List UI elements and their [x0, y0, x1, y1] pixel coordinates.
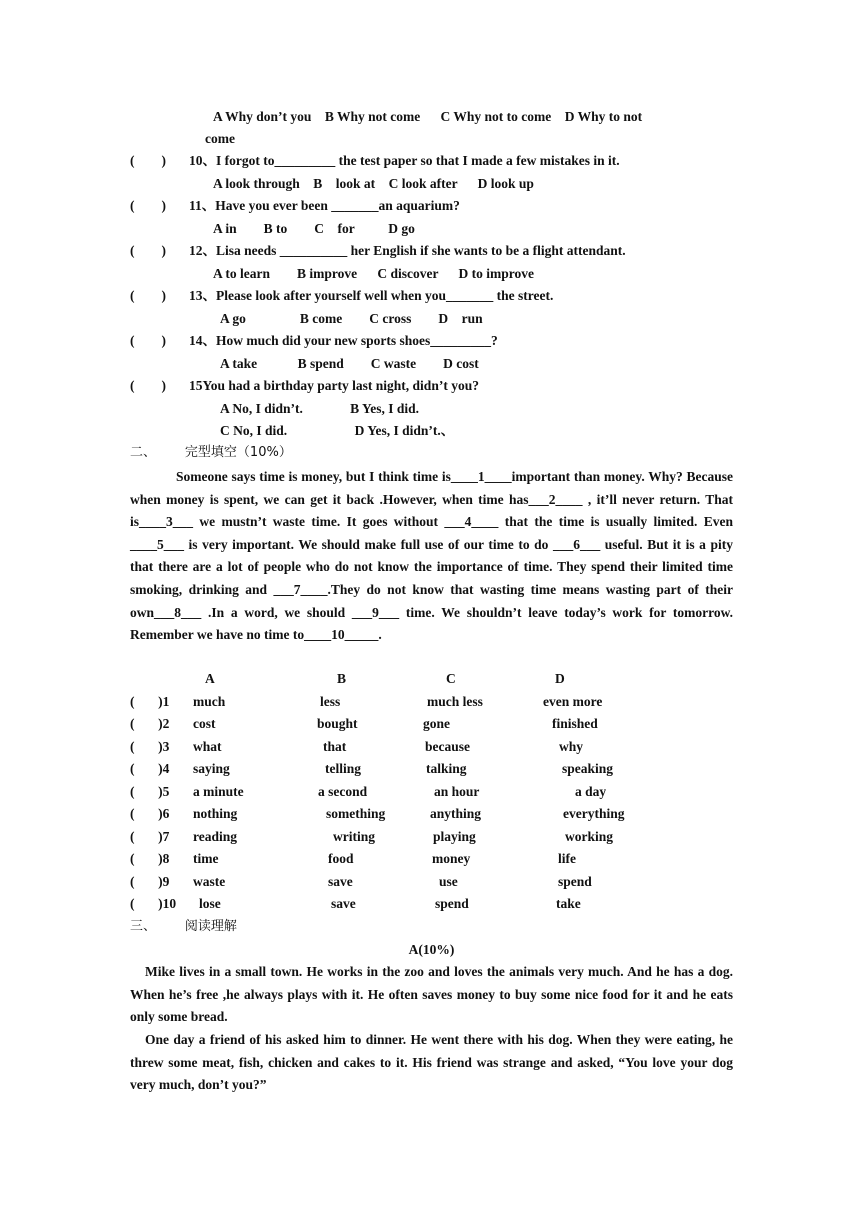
option-b: writing [333, 829, 375, 844]
option-c: money [432, 851, 471, 866]
passage-a-paragraph-1: Mike lives in a small town. He works in the zoo and loves the animals very much. And he has a dog. When he’s free ,he always plays with it. He often saves money to buy some nice food for it and he eats only some bread. [130, 964, 733, 1025]
option-c: much less [427, 694, 483, 709]
q14-options: A take B spend C waste D cost [220, 356, 479, 371]
cloze-passage: Someone says time is money, but I think time is____1____important than money. Why? Because when money is spent, we can get it back .However, when time has___2____ , it’ll never return. That is____3___ we mustn’t waste time. It goes without ___4____ that the time is usually limited. Even ____5___ is very important. We should make full use of our time to do ___6___ useful. But it is a pity that there are a lot of people who do not know the importance of time. They spend their limited time smoking, drinking and ___7____.They do not know that wasting time means wasting part of their own___8___ .In a word, we should ___9___ time. We shouldn’t leave today’s work for tomorrow. Remember we have no time to____10_____. [130, 469, 733, 643]
q12-stem: 12、Lisa needs __________ her English if she wants to be a flight attendant. [189, 243, 626, 258]
option-c: because [425, 739, 470, 754]
section2-heading: 二、 完型填空（10%） [130, 445, 292, 460]
option-a: nothing [193, 806, 238, 821]
option-b: food [328, 851, 354, 866]
option-d: spend [558, 874, 592, 889]
option-b: save [328, 874, 353, 889]
option-c: talking [426, 761, 467, 776]
q12-answer-paren: ( ) [130, 243, 166, 258]
table-row-num: ( )6 [130, 806, 170, 821]
q12-options: A to learn B improve C discover D to improve [213, 266, 534, 281]
option-a: lose [199, 896, 221, 911]
option-b: a second [318, 784, 368, 799]
option-c: playing [433, 829, 476, 844]
q11-answer-paren: ( ) [130, 198, 166, 213]
table-row-num: ( )4 [130, 761, 170, 776]
option-b: that [323, 739, 347, 754]
option-d: finished [552, 716, 598, 731]
table-row-num: ( )9 [130, 874, 170, 889]
option-b: bought [317, 716, 358, 731]
option-d: even more [543, 694, 603, 709]
table-row-num: ( )8 [130, 851, 170, 866]
q10-answer-paren: ( ) [130, 153, 166, 168]
option-d: speaking [562, 761, 614, 776]
q9-options: A Why don’t you B Why not come C Why not to come D Why to not [213, 109, 643, 124]
option-b: save [331, 896, 356, 911]
table-row-num: ( )2 [130, 716, 170, 731]
section3-heading: 三、 阅读理解 [130, 919, 237, 934]
option-a: waste [193, 874, 226, 889]
table-row-num: ( )10 [130, 896, 177, 911]
option-a: a minute [193, 784, 244, 799]
table-row-num: ( )3 [130, 739, 170, 754]
passage-a-title: A(10%) [408, 942, 455, 957]
option-d: take [556, 896, 581, 911]
passage-a-paragraph-2: One day a friend of his asked him to dinner. He went there with his dog. When they were eating, he threw some meat, fish, chicken and cakes to it. His friend was strange and asked, “You love your dog very much, don’t you?” [130, 1032, 733, 1093]
option-b: telling [325, 761, 361, 776]
option-c: anything [430, 806, 482, 821]
option-b: something [326, 806, 386, 821]
option-a: cost [193, 716, 216, 731]
option-c: gone [423, 716, 450, 731]
q11-options: A in B to C for D go [213, 221, 415, 236]
q9-options-wrap: come [205, 131, 235, 146]
q13-stem: 13、Please look after yourself well when you_______ the street. [189, 288, 554, 303]
option-d: a day [575, 784, 607, 799]
option-a: saying [193, 761, 230, 776]
option-d: life [558, 851, 576, 866]
q15-options-line1: A No, I didn’t. B Yes, I did. [220, 401, 420, 416]
table-row-num: ( )7 [130, 829, 170, 844]
q11-stem: 11、Have you ever been _______an aquarium? [189, 198, 460, 213]
option-a: much [193, 694, 226, 709]
option-a: reading [193, 829, 238, 844]
option-b: less [320, 694, 341, 709]
q10-stem: 10、I forgot to_________ the test paper so that I made a few mistakes in it. [189, 153, 620, 168]
q14-answer-paren: ( ) [130, 333, 166, 348]
option-c: use [439, 874, 458, 889]
col-header-a: A [205, 671, 215, 686]
option-d: why [559, 739, 584, 754]
col-header-d: D [555, 671, 565, 686]
col-header-c: C [446, 671, 456, 686]
q15-answer-paren: ( ) [130, 378, 166, 393]
col-header-b: B [337, 671, 347, 686]
option-d: everything [563, 806, 625, 821]
q13-answer-paren: ( ) [130, 288, 166, 303]
table-row-num: ( )1 [130, 694, 170, 709]
option-c: spend [435, 896, 469, 911]
option-d: working [565, 829, 614, 844]
option-a: what [193, 739, 222, 754]
q15-stem: 15You had a birthday party last night, didn’t you? [189, 378, 479, 393]
q10-options: A look through B look at C look after D look up [213, 176, 534, 191]
option-c: an hour [434, 784, 480, 799]
q13-options: A go B come C cross D run [220, 311, 483, 326]
q14-stem: 14、How much did your new sports shoes_________? [189, 333, 498, 348]
option-a: time [193, 851, 219, 866]
table-row-num: ( )5 [130, 784, 170, 799]
q15-options-line2: C No, I did. D Yes, I didn’t.、 [220, 423, 455, 438]
